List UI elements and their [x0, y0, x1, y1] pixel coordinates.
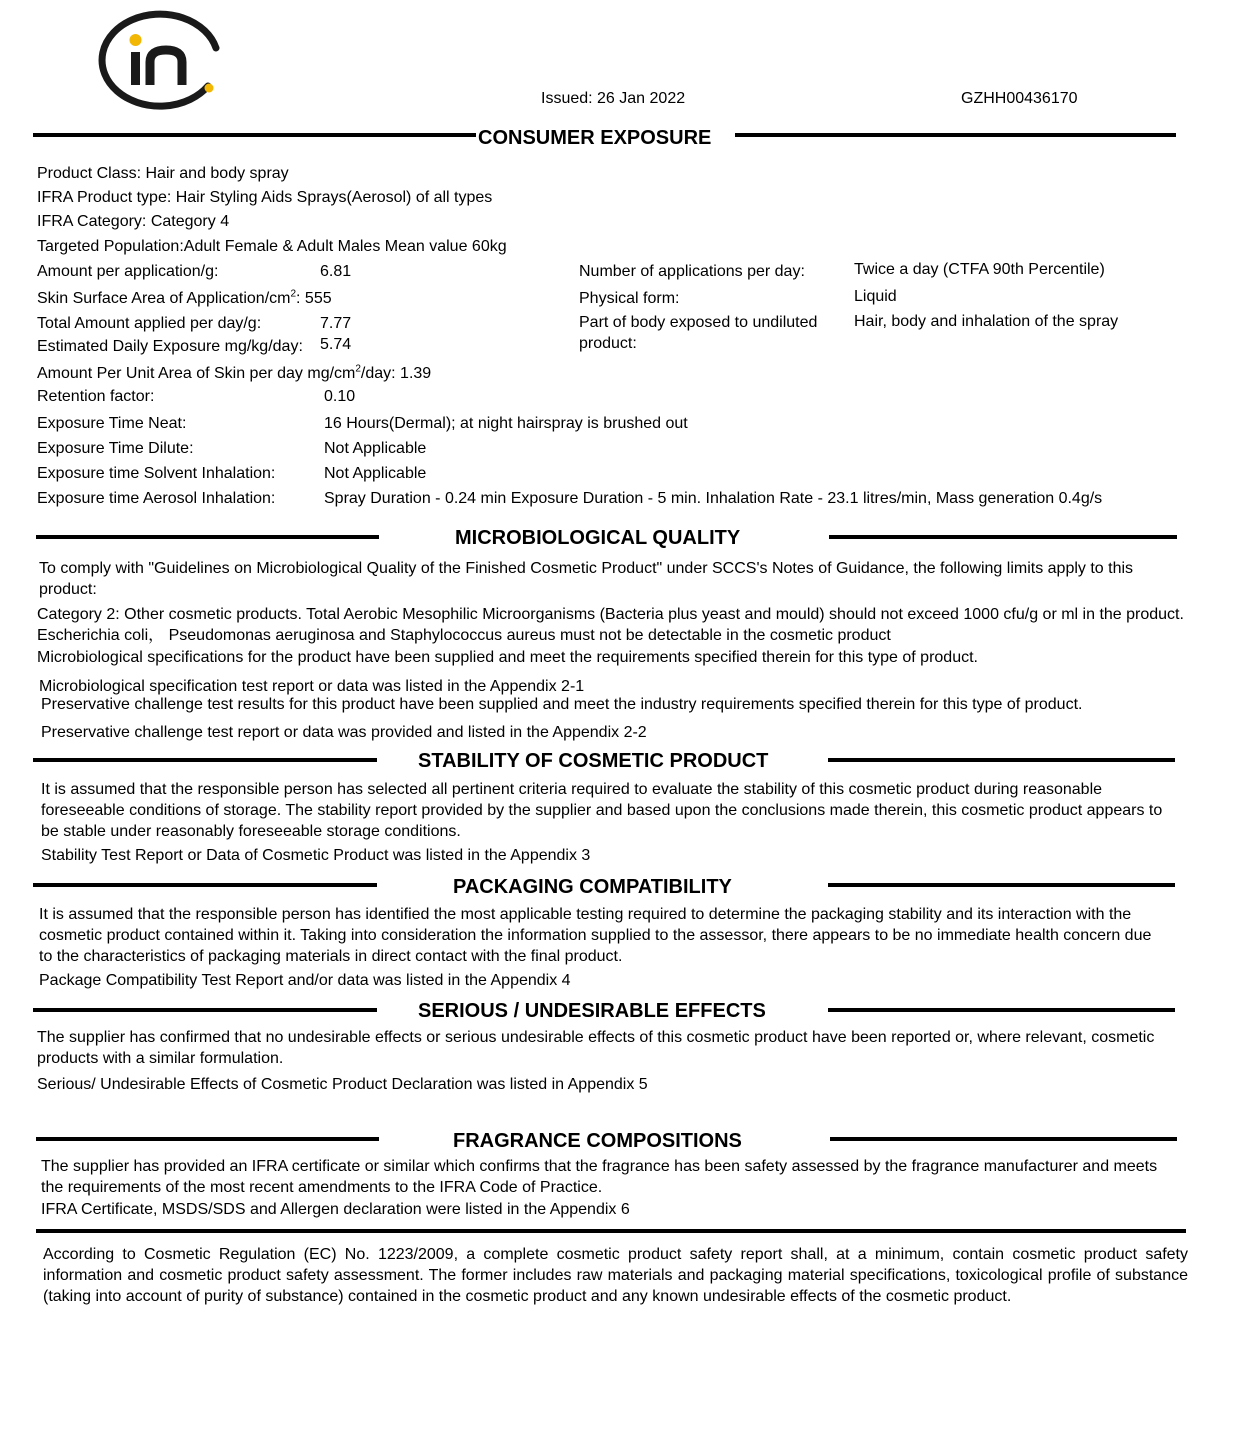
preservative-results: Preservative challenge test results for this product have been supplied and meet the industry requirements specified therein for this type of product. — [41, 696, 1083, 713]
neat-value: 16 Hours(Dermal); at night hairspray is brushed out — [324, 415, 688, 432]
rule-right — [828, 1008, 1175, 1012]
part-value: Hair, body and inhalation of the spray — [854, 313, 1119, 330]
total-value: 7.77 — [320, 315, 352, 332]
daily-label: Estimated Daily Exposure mg/kg/day: — [37, 338, 303, 355]
retention-value: 0.10 — [324, 388, 356, 405]
part-label: Part of body exposed to undiluted product: — [579, 314, 818, 352]
stability-appendix: Stability Test Report or Data of Cosmetic Product was listed in the Appendix 3 — [41, 847, 591, 864]
micro-guidelines: To comply with "Guidelines on Microbiological Quality of the Finished Cosmetic Product" under SCCS's Notes of Guidance, the following limits apply to this product: — [39, 560, 1134, 598]
fragrance-appendix: IFRA Certificate, MSDS/SDS and Allergen declaration were listed in the Appendix 6 — [41, 1201, 630, 1218]
aerosol-value: Spray Duration - 0.24 min Exposure Duration - 5 min. Inhalation Rate - 23.1 litres/min, Mass generation 0.4g/s — [324, 490, 1103, 507]
serious-text: The supplier has confirmed that no undesirable effects or serious undesirable effects of this cosmetic product have been reported or, where relevant, cosmetic products with a similar formulation. — [37, 1029, 1155, 1067]
rule-right — [830, 1137, 1177, 1141]
solvent-value: Not Applicable — [324, 465, 427, 482]
rule-right — [828, 883, 1175, 887]
neat-label: Exposure Time Neat: — [37, 415, 187, 432]
section-heading-serious: SERIOUS / UNDESIRABLE EFFECTS — [418, 1000, 766, 1022]
rule-left — [33, 758, 377, 762]
amount-label: Amount per application/g: — [37, 263, 219, 280]
fragrance-text: The supplier has provided an IFRA certificate or similar which confirms that the fragrance has been safety assessed by the fragrance manufacturer and meets the requirements of the most recent amendments to the IFRA Code of Practice. — [41, 1158, 1158, 1196]
product-class: Product Class: Hair and body spray — [37, 165, 289, 182]
skin-area-sup: 2 — [290, 288, 297, 300]
company-logo — [98, 8, 226, 112]
aerosol-label: Exposure time Aerosol Inhalation: — [37, 490, 276, 507]
rule-left — [33, 1008, 377, 1012]
total-label: Total Amount applied per day/g: — [37, 315, 262, 332]
skin-area-value: : 555 — [296, 290, 332, 307]
section-heading-stability: STABILITY OF COSMETIC PRODUCT — [418, 750, 769, 772]
report-reference: GZHH00436170 — [961, 90, 1078, 107]
section-heading-fragrance: FRAGRANCE COMPOSITIONS — [453, 1130, 742, 1152]
unit-area — [37, 364, 431, 384]
micro-appendix: Microbiological specification test report or data was listed in the Appendix 2-1 — [39, 678, 585, 695]
section-heading-consumer-exposure: CONSUMER EXPOSURE — [478, 127, 712, 149]
skin-area-label: Skin Surface Area of Application/cm — [37, 290, 291, 307]
regulation-text: According to Cosmetic Regulation (EC) No. 1223/2009, a complete cosmetic product safety report shall, at a minimum, contain cosmetic product safety information and cosmetic product safety assessment. The former includes raw materials and packaging material specifications, toxicological profile of substance (taking into account of purity of substance) contained in the cosmetic product and any known undesirable effects of the cosmetic product. — [43, 1246, 1188, 1305]
rule-right — [735, 133, 1176, 137]
serious-appendix: Serious/ Undesirable Effects of Cosmetic Product Declaration was listed in Appendix 5 — [37, 1076, 648, 1093]
packaging-appendix: Package Compatibility Test Report and/or data was listed in the Appendix 4 — [39, 972, 571, 989]
apps-label: Number of applications per day: — [579, 263, 805, 280]
packaging-text: It is assumed that the responsible person has identified the most applicable testing required to determine the packaging stability and its interaction with the cosmetic product contained within it. Taking into consideration the information supplied to the assessor, there appears to be no immediate health concern due to the characteristics of packaging materials in direct contact with the final product. — [39, 906, 1152, 965]
micro-specifications: Microbiological specifications for the product have been supplied and meet the requirements specified therein for this type of product. — [37, 649, 978, 666]
micro-category: Category 2: Other cosmetic products. Total Aerobic Mesophilic Microorganisms (Bacteria plus yeast and mould) should not exceed 1000 cfu/g or ml in the product. Escherichia coli， Pseudomonas aeruginosa and Staphylococcus aureus must not be detectable in the cosmetic product — [37, 606, 1184, 644]
retention-label: Retention factor: — [37, 388, 155, 405]
rule-left — [36, 535, 379, 539]
ifra-category: IFRA Category: Category 4 — [37, 213, 230, 230]
solvent-label: Exposure time Solvent Inhalation: — [37, 465, 276, 482]
rule-left — [33, 133, 476, 137]
rule-right — [829, 535, 1177, 539]
amount-value: 6.81 — [320, 263, 352, 280]
issued-date: Issued: 26 Jan 2022 — [541, 90, 686, 107]
stability-text: It is assumed that the responsible person has selected all pertinent criteria required to evaluate the stability of this cosmetic product during reasonable foreseeable conditions of storage. The stability report provided by the supplier and based upon the conclusions made therein, this cosmetic product appears to be stable under reasonably foreseeable storage conditions. — [41, 781, 1163, 840]
unit-area-sup: 2 — [355, 363, 361, 375]
preservative-appendix: Preservative challenge test report or data was provided and listed in the Appendix 2-2 — [41, 724, 647, 741]
targeted-population: Targeted Population:Adult Female & Adult Males Mean value 60kg — [37, 238, 507, 255]
unit-area-label: Amount Per Unit Area of Skin per day mg/cm — [37, 365, 356, 382]
logo-icon — [98, 8, 226, 112]
skin-area — [37, 289, 332, 309]
section-heading-microbiological: MICROBIOLOGICAL QUALITY — [455, 527, 741, 549]
dilute-label: Exposure Time Dilute: — [37, 440, 194, 457]
rule-left — [36, 1137, 379, 1141]
ifra-product-type: IFRA Product type: Hair Styling Aids Sprays(Aerosol) of all types — [37, 189, 493, 206]
section-heading-packaging: PACKAGING COMPATIBILITY — [453, 876, 732, 898]
apps-value: Twice a day (CTFA 90th Percentile) — [854, 261, 1105, 278]
unit-area-value: /day: 1.39 — [360, 365, 432, 382]
rule-left — [33, 883, 377, 887]
form-value: Liquid — [854, 288, 897, 305]
form-label: Physical form: — [579, 290, 680, 307]
daily-value: 5.74 — [320, 336, 352, 353]
footer-rule — [36, 1229, 1186, 1233]
rule-right — [828, 758, 1175, 762]
dilute-value: Not Applicable — [324, 440, 427, 457]
